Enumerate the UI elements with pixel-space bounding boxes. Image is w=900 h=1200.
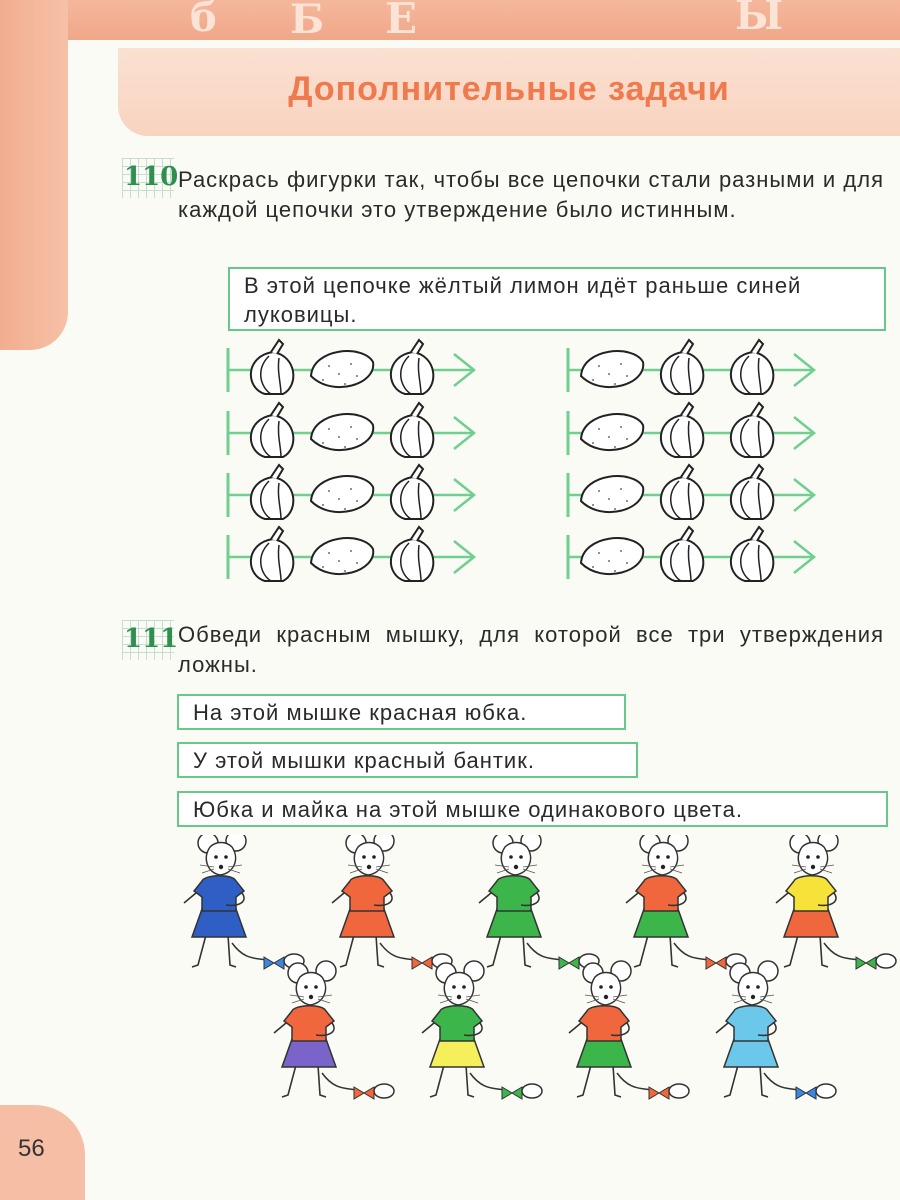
task-110-text: Раскрась фигурки так, чтобы все цепочки стали разными и для каждой цепочки это утверждение было истинным. <box>178 167 884 222</box>
lemon-icon[interactable] <box>311 414 373 450</box>
mouse-figure[interactable] <box>479 835 599 969</box>
mice-group <box>184 835 896 1099</box>
onion-icon[interactable] <box>661 340 703 394</box>
onion-icon[interactable] <box>251 403 293 457</box>
mouse-figure[interactable] <box>274 961 394 1099</box>
onion-icon[interactable] <box>391 465 433 519</box>
lemon-icon[interactable] <box>311 476 373 512</box>
mouse-figure[interactable] <box>569 961 689 1099</box>
onion-icon[interactable] <box>391 403 433 457</box>
chain <box>228 340 474 394</box>
mouse-figure[interactable] <box>776 835 896 969</box>
task-111-statement-1: На этой мышке красная юбка. <box>177 694 626 730</box>
mouse-figure[interactable] <box>626 835 746 969</box>
title-band <box>118 48 900 136</box>
chain <box>568 465 814 519</box>
decor-letter: б <box>190 0 217 41</box>
page-number: 56 <box>18 1135 45 1162</box>
task-number: 110 <box>124 162 179 192</box>
mouse-figure[interactable] <box>332 835 452 969</box>
mouse-figure[interactable] <box>184 835 304 969</box>
chains-figure <box>0 330 900 590</box>
onion-icon[interactable] <box>251 465 293 519</box>
lemon-icon[interactable] <box>581 476 643 512</box>
chain <box>228 527 474 581</box>
lemon-icon[interactable] <box>581 351 643 387</box>
lemon-icon[interactable] <box>311 538 373 574</box>
task-number: 111 <box>124 624 179 654</box>
chain-grid <box>228 340 814 581</box>
onion-icon[interactable] <box>391 340 433 394</box>
onion-icon[interactable] <box>661 527 703 581</box>
task-111-statement-2: У этой мышки красный бантик. <box>177 742 638 778</box>
mouse-figure[interactable] <box>716 961 836 1099</box>
mice-figure <box>0 835 900 1110</box>
task-110-statement: В этой цепочке жёлтый лимон идёт раньше синей луковицы. <box>228 267 886 331</box>
chain <box>568 527 814 581</box>
task-number-badge <box>122 158 179 198</box>
chain <box>228 465 474 519</box>
onion-icon[interactable] <box>391 527 433 581</box>
onion-icon[interactable] <box>731 527 773 581</box>
onion-icon[interactable] <box>251 527 293 581</box>
onion-icon[interactable] <box>731 340 773 394</box>
onion-icon[interactable] <box>661 465 703 519</box>
lemon-icon[interactable] <box>311 351 373 387</box>
onion-icon[interactable] <box>251 340 293 394</box>
onion-icon[interactable] <box>661 403 703 457</box>
page-title: Дополнительные задачи <box>288 70 730 108</box>
lemon-icon[interactable] <box>581 538 643 574</box>
decor-letter: Е <box>385 0 418 43</box>
lemon-icon[interactable] <box>581 414 643 450</box>
task-111-statement-3: Юбка и майка на этой мышке одинакового цвета. <box>177 791 888 827</box>
decor-letter: Ы <box>735 0 784 39</box>
mouse-figure[interactable] <box>422 961 542 1099</box>
onion-icon[interactable] <box>731 465 773 519</box>
left-decor-strip <box>0 0 68 350</box>
chain <box>568 403 814 457</box>
chain <box>228 403 474 457</box>
chain <box>568 340 814 394</box>
task-number-badge <box>122 620 179 660</box>
onion-icon[interactable] <box>731 403 773 457</box>
decor-letter: Б <box>290 0 325 43</box>
task-111-text: Обведи красным мышку, для которой все три утверждения ложны. <box>178 622 884 677</box>
